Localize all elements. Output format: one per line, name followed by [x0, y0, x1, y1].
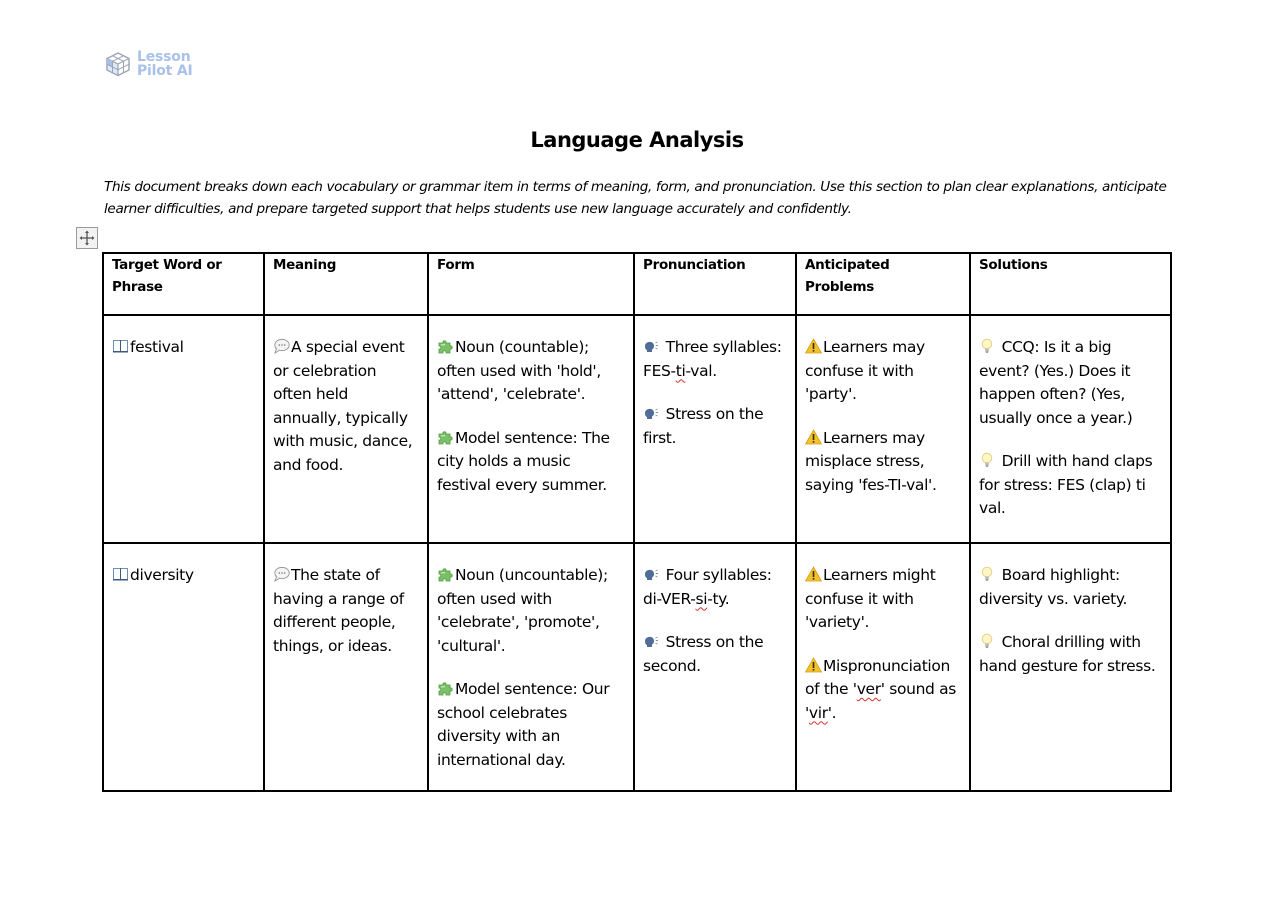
lightbulb-icon: [979, 566, 996, 582]
puzzle-piece-icon: [437, 680, 454, 696]
cell-target[interactable]: [103, 315, 264, 543]
puzzle-piece-icon: [437, 338, 454, 354]
form-text: Noun (countable); often used with 'hold', 'attend', 'celebrate'.: [437, 338, 601, 403]
pron-text-end: -val.: [685, 361, 717, 380]
solution-text: Choral drilling with hand gesture for stress.: [979, 633, 1156, 675]
move-arrows-icon: [79, 230, 95, 246]
cell-meaning[interactable]: [264, 315, 428, 543]
intro-paragraph: This document breaks down each vocabulary or grammar item in terms of meaning, form, and pronunciation. Use this section to plan clear explanations, anticipate learner difficulties, and prepare targeted support that helps students use new language accurately and confidently.: [104, 179, 1167, 217]
form-text: Noun (uncountable); often used with 'celebrate', 'promote', 'cultural'.: [437, 566, 608, 655]
speech-bubble-icon: [273, 566, 290, 582]
language-analysis-table: [102, 252, 1172, 792]
problem-text-mid: ' sound as ': [805, 680, 956, 722]
cell-solutions[interactable]: [970, 315, 1171, 543]
solution-text: Drill with hand claps for stress: FES (clap) ti val.: [979, 452, 1153, 517]
table-move-handle[interactable]: [76, 227, 98, 249]
cell-problems[interactable]: [796, 315, 970, 543]
lesson-pilot-logo: [105, 50, 193, 78]
table-row: [103, 315, 1171, 543]
problem-text: Mispronunciation of the ': [805, 656, 950, 698]
header-form: Form: [428, 253, 634, 315]
warning-icon: [805, 338, 822, 354]
cell-problems[interactable]: [796, 543, 970, 791]
model-sentence: Model sentence: The city holds a music festival every summer.: [437, 428, 610, 494]
open-book-icon: [112, 338, 129, 354]
warning-icon: [805, 429, 822, 445]
puzzle-piece-icon: [437, 566, 454, 582]
cube-logo-icon: [105, 51, 131, 77]
target-word: diversity: [130, 566, 194, 584]
pron-text-end: -ty.: [707, 589, 730, 608]
cell-form[interactable]: [428, 543, 634, 791]
puzzle-piece-icon: [437, 429, 454, 445]
target-word: festival: [130, 338, 184, 356]
header-solutions: Solutions: [970, 253, 1171, 315]
cell-solutions[interactable]: [970, 543, 1171, 791]
problem-text: Learners might confuse it with 'variety'.: [805, 566, 936, 631]
header-pronunciation: Pronunciation: [634, 253, 796, 315]
cell-meaning[interactable]: [264, 543, 428, 791]
logo-line-1: Lesson: [137, 49, 191, 65]
header-problems: Anticipated Problems: [796, 253, 970, 315]
cell-form[interactable]: [428, 315, 634, 543]
speaking-head-icon: [643, 566, 660, 582]
speaking-head-icon: [643, 338, 660, 354]
cell-pronunciation[interactable]: [634, 315, 796, 543]
warning-icon: [805, 657, 822, 673]
meaning-text: A special event or celebration often held annually, typically with music, dance, and food.: [273, 338, 413, 474]
header-meaning: Meaning: [264, 253, 428, 315]
speaking-head-icon: [643, 633, 660, 649]
speaking-head-icon: [643, 405, 660, 421]
warning-icon: [805, 566, 822, 582]
solution-text: CCQ: Is it a big event? (Yes.) Does it happen often? (Yes, usually once a year.): [979, 338, 1133, 427]
problem-text: Learners may misplace stress, saying 'fes-TI-val'.: [805, 428, 937, 494]
meaning-text: The state of having a range of different people, things, or ideas.: [273, 566, 404, 655]
pron-text: Four syllables: di-VER-: [643, 566, 772, 608]
lightbulb-icon: [979, 633, 996, 649]
spelling-flag[interactable]: ti: [675, 361, 686, 380]
spelling-flag[interactable]: ver: [856, 680, 881, 698]
logo-wordmark: [137, 50, 193, 78]
stress-text: Stress on the first.: [643, 405, 764, 447]
page-title: Language Analysis: [530, 128, 744, 152]
open-book-icon: [112, 566, 129, 582]
model-sentence: Model sentence: Our school celebrates diversity with an international day.: [437, 680, 610, 769]
pron-text: Three syllables: FES-: [643, 338, 782, 380]
table-row: [103, 543, 1171, 791]
speech-bubble-icon: [273, 338, 290, 354]
solution-text: Board highlight: diversity vs. variety.: [979, 566, 1128, 608]
cell-target[interactable]: [103, 543, 264, 791]
header-target: Target Word or Phrase: [103, 253, 264, 315]
problem-text-end: '.: [827, 703, 837, 722]
logo-line-2: Pilot AI: [137, 63, 193, 79]
table-header-row: [103, 253, 1171, 315]
stress-text: Stress on the second.: [643, 633, 764, 675]
lightbulb-icon: [979, 338, 996, 354]
problem-text: Learners may confuse it with 'party'.: [805, 338, 925, 403]
spelling-flag[interactable]: vir: [808, 703, 828, 722]
lightbulb-icon: [979, 452, 996, 468]
spelling-flag[interactable]: si: [695, 589, 708, 608]
cell-pronunciation[interactable]: [634, 543, 796, 791]
